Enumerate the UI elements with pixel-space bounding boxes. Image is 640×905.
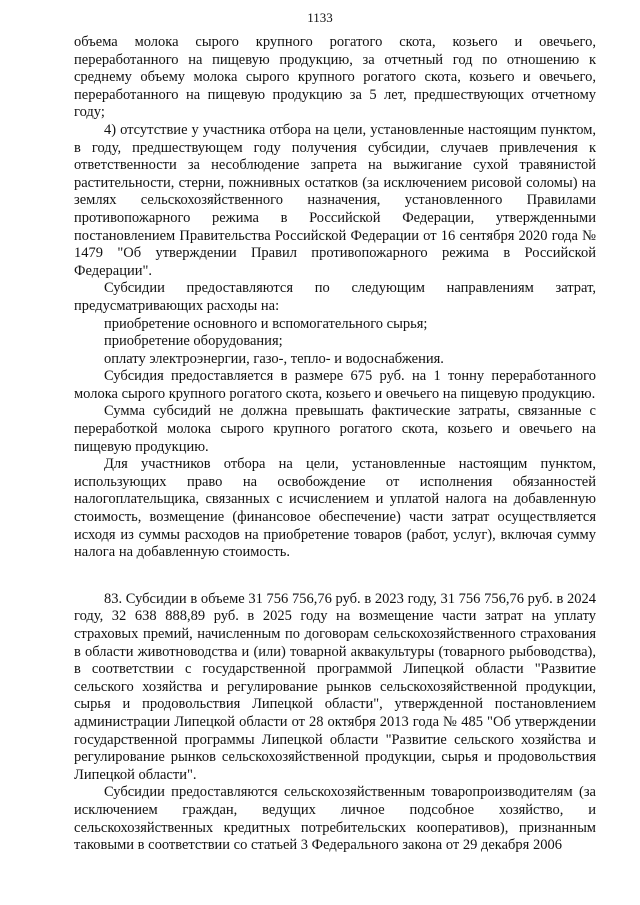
list-item-equipment: приобретение оборудования; — [104, 333, 283, 350]
paragraph-condition-4: 4) отсутствие у участника отбора на цели, установленные настоящим пунктом, в году, предшествующем году получения субсидии, случаев привлечения к ответственности за несоблюдение запрета на выжигание сухой травянистой растительности, стерни, пожнивных остатков (за исключением рисовой соломы) на землях сельскохозяйственного назначения, установленного Правилами противопожарного режима в Российской Федерации, утвержденными постановлением Правительства Российской Федерации от 16 сентября 2020 года № 1479 "Об утверждении Правил противопожарного режима в Российской Федерации". — [74, 121, 596, 279]
document-body — [74, 34, 596, 855]
list-item-raw-materials: приобретение основного и вспомогательного сырья; — [104, 315, 428, 332]
page-number: 1133 — [307, 10, 333, 25]
list-item-utilities: оплату электроэнергии, газо-, тепло- и водоснабжения. — [104, 350, 444, 367]
paragraph-continuation: объема молока сырого крупного рогатого скота, козьего и овечьего, переработанного на пищевую продукцию, за отчетный год по отношению к среднему объему молока сырого крупного рогатого скота, козьего и овечьего, переработанного на пищевую продукцию за 5 лет, предшествующих отчетному году; — [74, 34, 596, 121]
paragraph-subsidy-limit: Сумма субсидий не должна превышать фактические затраты, связанные с переработкой молока сырого крупного рогатого скота, козьего и овечьего на пищевую продукцию. — [74, 403, 596, 455]
paragraph-section-83: 83. Субсидии в объеме 31 756 756,76 руб. в 2023 году, 31 756 756,76 руб. в 2024 году, 32 638 888,89 руб. в 2025 году на возмещение части затрат на уплату страховых премий, начисленным по договорам сельскохозяйственного страхования в области животноводства и (или) товарной аквакультуры (товарного рыбоводства), в соответствии с государственной программой Липецкой области "Развитие сельского хозяйства и регулирование рынков сельскохозяйственной продукции, сырья и продовольствия Липецкой области", утвержденной постановлением администрации Липецкой области от 28 октября 2013 года № 485 "Об утверждении государственной программы Липецкой области "Развитие сельского хозяйства и регулирование рынков сельскохозяйственной продукции, сырья и продовольствия Липецкой области". — [74, 590, 596, 783]
paragraph-expense-directions: Субсидии предоставляются по следующим направлениям затрат, предусматривающих расходы на: — [74, 280, 596, 314]
paragraph-vat-exemption: Для участников отбора на цели, установленные настоящим пунктом, использующих право на освобождение от исполнения обязанностей налогоплательщика, связанных с исчислением и уплатой налога на добавленную стоимость, возмещение (финансовое обеспечение) части затрат осуществляется исходя из суммы расходов на приобретение товаров (работ, услуг), включая сумму налога на добавленную стоимость. — [74, 456, 596, 561]
paragraph-recipients: Субсидии предоставляются сельскохозяйственным товаропроизводителям (за исключением граждан, ведущих личное подсобное хозяйство, и сельскохозяйственных кредитных потребительских кооперативов), признанным таковыми в соответствии со статьей 3 Федерального закона от 29 декабря 2006 — [74, 784, 596, 854]
paragraph-subsidy-rate: Субсидия предоставляется в размере 675 руб. на 1 тонну переработанного молока сырого крупного рогатого скота, козьего и овечьего на пищевую продукцию. — [74, 368, 596, 402]
